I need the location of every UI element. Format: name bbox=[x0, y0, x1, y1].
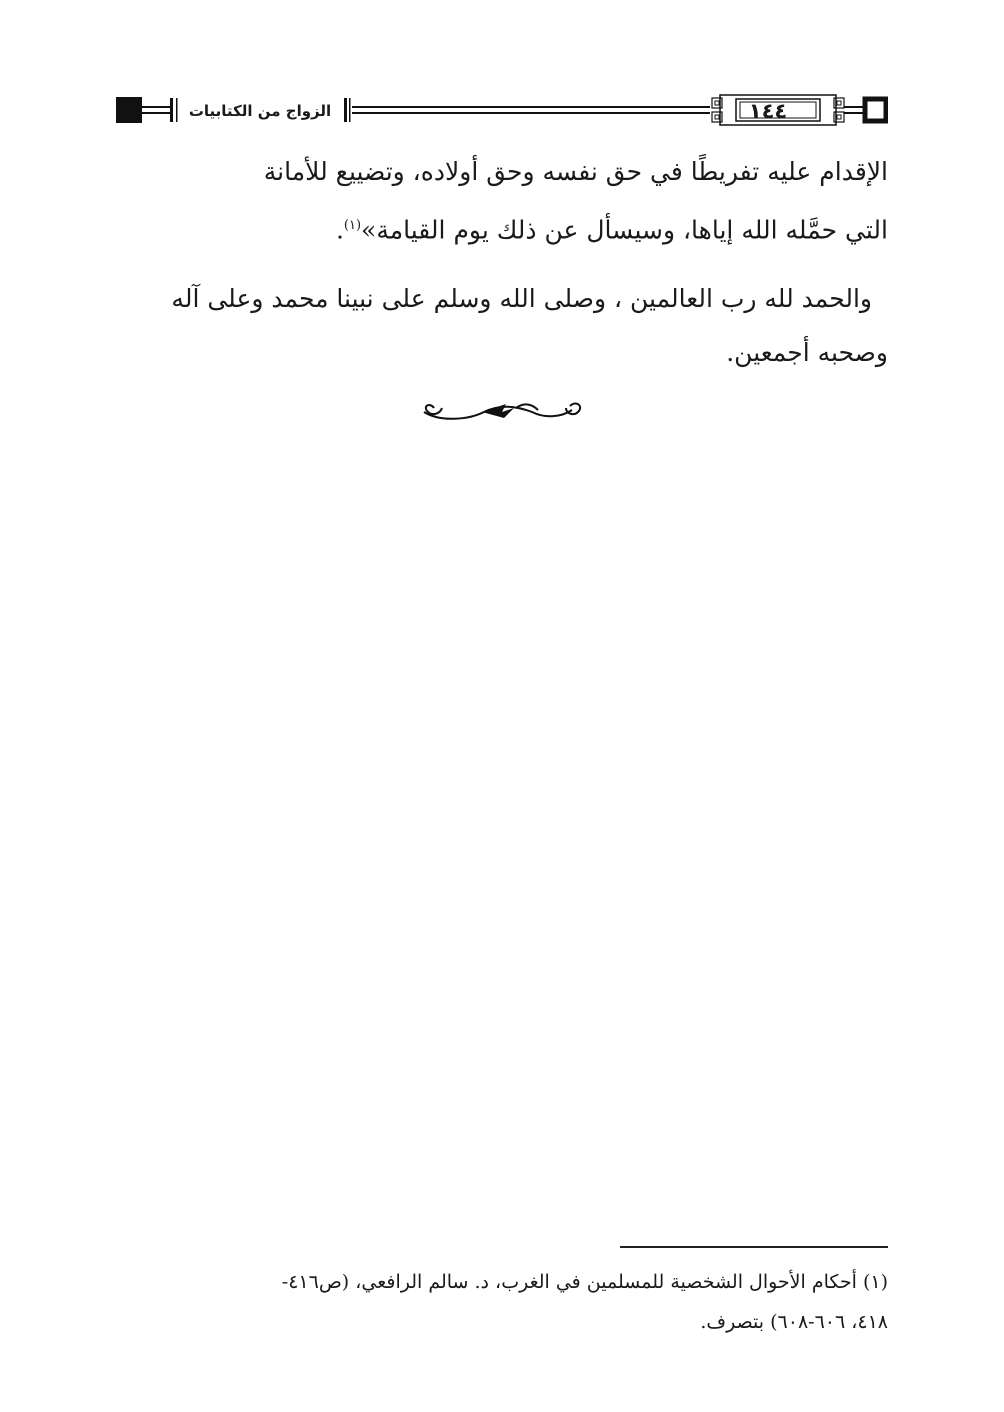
body-line-2-end: . bbox=[335, 215, 344, 245]
running-title: الزواج من الكتابيات bbox=[188, 102, 332, 120]
footnote-separator bbox=[620, 1246, 888, 1248]
body-line-4: وصحبه أجمعين. bbox=[726, 338, 888, 367]
body-line-2 bbox=[116, 199, 888, 257]
body-line-3: والحمد لله رب العالمين ، وصلى الله وسلم على نبينا محمد وعلى آله bbox=[171, 284, 872, 313]
body-line-2-text: التي حمَّله الله إياها، وسيسأل عن ذلك يوم القيامة» bbox=[361, 215, 888, 245]
footnote-line-1: (١) أحكام الأحوال الشخصية للمسلمين في الغرب، د. سالم الرافعي، (ص٤١٦- bbox=[281, 1271, 888, 1293]
body-line-1: الإقدام عليه تفريطًا في حق نفسه وحق أولاده، وتضييع للأمانة bbox=[263, 157, 888, 186]
footnote-ref: (١) bbox=[343, 218, 362, 233]
section-end-ornament bbox=[420, 398, 584, 430]
footnote-line-2: ٤١٨، ٦٠٦-٦٠٨) بتصرف. bbox=[700, 1311, 888, 1333]
page-number: ١٤٤ bbox=[748, 99, 788, 123]
